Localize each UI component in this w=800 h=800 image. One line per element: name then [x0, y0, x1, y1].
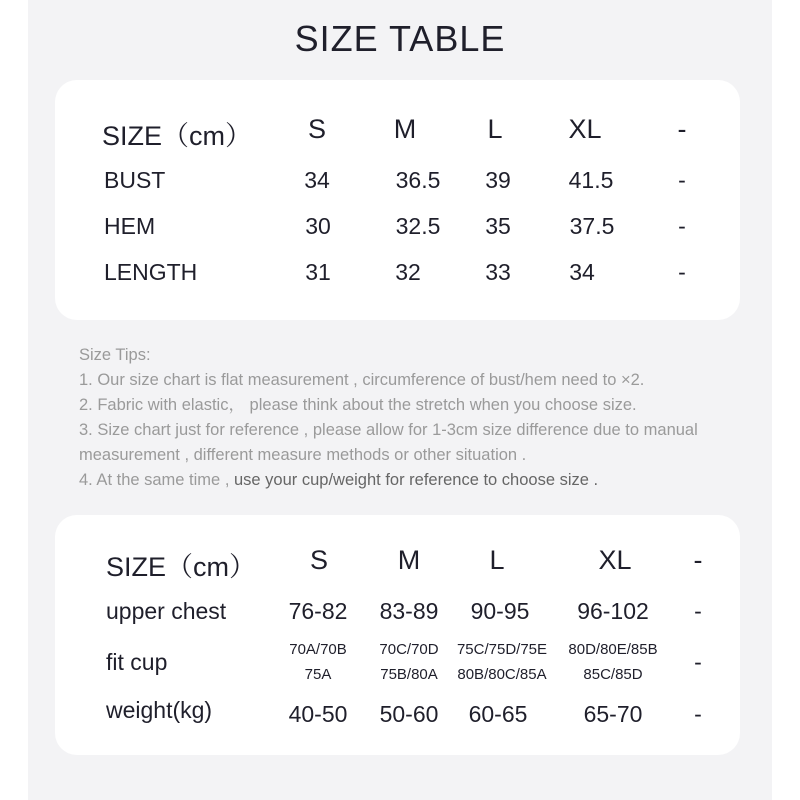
header-m: M	[393, 114, 417, 144]
cell-s	[289, 637, 347, 687]
cell-dash: -	[678, 259, 686, 285]
cell-s: 34	[304, 167, 330, 193]
left-margin-strip	[0, 0, 28, 800]
tip-text: 4. At the same time ,	[79, 471, 230, 489]
cell-l	[457, 637, 547, 687]
right-margin-strip	[772, 0, 800, 800]
cell-m: 83-89	[379, 598, 439, 624]
cell-m: 50-60	[379, 701, 439, 727]
cup-line: 75B/80A	[380, 666, 438, 683]
cup-line: 80D/80E/85B	[568, 641, 658, 658]
cell-m: 36.5	[395, 167, 441, 193]
header-m: M	[397, 545, 421, 575]
cell-xl: 34	[569, 259, 595, 285]
header-dash: -	[693, 545, 703, 575]
cup-line: 70A/70B	[289, 641, 347, 658]
header-l: L	[487, 114, 503, 144]
cell-l: 35	[485, 213, 511, 239]
header-l: L	[489, 545, 505, 575]
cell-l: 33	[485, 259, 511, 285]
tip-item: 3. Size chart just for reference , please allow for 1-3cm size difference due to manual measurement , different measure methods or other situation .	[79, 421, 698, 464]
cell-xl	[568, 637, 657, 687]
cell-m	[379, 637, 438, 687]
header-s: S	[309, 545, 329, 575]
row-label: HEM	[104, 213, 156, 239]
cell-dash: -	[678, 213, 686, 239]
size-table-fit	[55, 515, 740, 755]
cell-m: 32.5	[395, 213, 441, 239]
cell-l: 90-95	[470, 598, 530, 624]
row-label: weight(kg)	[106, 697, 213, 723]
row-label: BUST	[104, 167, 166, 193]
cup-line: 75C/75D/75E	[456, 641, 548, 658]
cell-l: 39	[485, 167, 511, 193]
cell-s: 76-82	[288, 598, 348, 624]
cell-xl: 41.5	[568, 167, 614, 193]
cell-dash: -	[694, 649, 702, 675]
header-size-label: SIZE（cm）	[106, 552, 257, 582]
cell-xl: 65-70	[583, 701, 643, 727]
size-tips	[79, 343, 739, 493]
row-label: fit cup	[106, 649, 168, 675]
cell-s: 40-50	[288, 701, 348, 727]
cell-dash: -	[678, 167, 686, 193]
page-title: SIZE TABLE	[294, 18, 506, 59]
cell-l: 60-65	[468, 701, 528, 727]
cell-dash: -	[694, 598, 702, 624]
cup-line: 80B/80C/85A	[457, 666, 547, 683]
size-table-garment	[55, 80, 740, 320]
cell-xl: 96-102	[577, 598, 649, 624]
header-dash: -	[677, 114, 687, 144]
tip-text-emphasis: use your cup/weight for reference to choose size .	[229, 471, 599, 489]
tip-item: 2. Fabric with elastic， please think about the stretch when you choose size.	[79, 396, 637, 414]
cup-line: 75A	[304, 666, 332, 683]
row-label: LENGTH	[104, 259, 198, 285]
header-xl: XL	[598, 545, 632, 575]
cell-m: 32	[395, 259, 421, 285]
cup-line: 70C/70D	[379, 641, 439, 658]
cup-line: 85C/85D	[583, 666, 643, 683]
cell-xl: 37.5	[569, 213, 615, 239]
header-xl: XL	[568, 114, 602, 144]
cell-s: 30	[305, 213, 331, 239]
tip-item	[79, 468, 739, 493]
header-size-label: SIZE（cm）	[102, 121, 253, 151]
tip-item: 1. Our size chart is flat measurement , circumference of bust/hem need to ×2.	[79, 371, 645, 389]
header-s: S	[307, 114, 327, 144]
cell-dash: -	[694, 701, 702, 727]
cell-s: 31	[305, 259, 331, 285]
row-label: upper chest	[106, 598, 227, 624]
tips-heading: Size Tips:	[79, 346, 151, 364]
